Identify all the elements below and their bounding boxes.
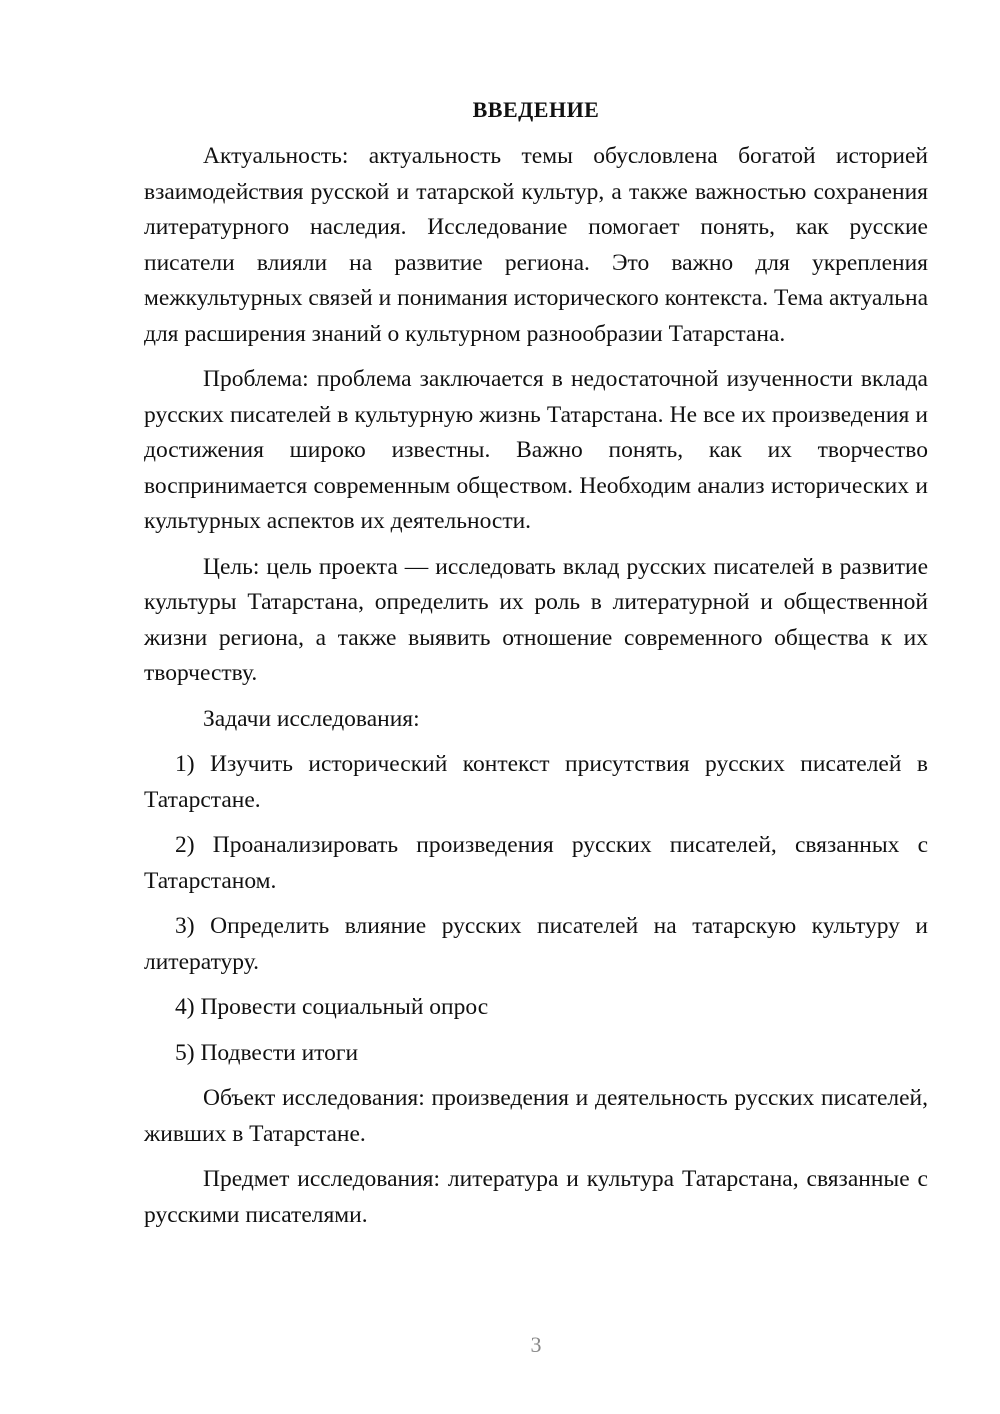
- object-paragraph: Объект исследования: произведения и деятельность русских писателей, живших в Татарстане.: [144, 1085, 928, 1147]
- tasks-heading: Задачи исследования:: [203, 705, 420, 732]
- task-item-3: 3) Определить влияние русских писателей на татарскую культуру и литературу.: [144, 913, 928, 975]
- task-item-2: 2) Проанализировать произведения русских писателей, связанных с Татарстаном.: [144, 832, 928, 894]
- task-item-1: 1) Изучить исторический контекст присутствия русских писателей в Татарстане.: [144, 751, 928, 813]
- section-title: ВВЕДЕНИЕ: [472, 97, 600, 122]
- problem-paragraph: Проблема: проблема заключается в недостаточной изученности вклада русских писателей в культурную жизнь Татарстана. Не все их произведения и достижения широко известны. Важно понять, как их творчество воспринимается современным обществом. Необходим анализ исторических и культурных аспектов их деятельности.: [144, 366, 928, 534]
- subject-paragraph: Предмет исследования: литература и культура Татарстана, связанные с русскими писателями.: [144, 1166, 928, 1228]
- page-number: 3: [530, 1332, 542, 1357]
- page-content: [144, 92, 928, 1243]
- task-item-4: 4) Провести социальный опрос: [175, 994, 489, 1020]
- relevance-paragraph: Актуальность: актуальность темы обусловлена богатой историей взаимодействия русской и татарской культур, а также важностью сохранения литературного наследия. Исследование помогает понять, как русские писатели влияли на развитие региона. Это важно для укрепления межкультурных связей и понимания исторического контекста. Тема актуальна для расширения знаний о культурном разнообразии Татарстана.: [144, 143, 928, 347]
- task-item-5: 5) Подвести итоги: [175, 1039, 359, 1066]
- goal-paragraph: Цель: цель проекта — исследовать вклад русских писателей в развитие культуры Татарстана, определить их роль в литературной и общественной жизни региона, а также выявить отношение современного общества к их творчеству.: [144, 553, 928, 686]
